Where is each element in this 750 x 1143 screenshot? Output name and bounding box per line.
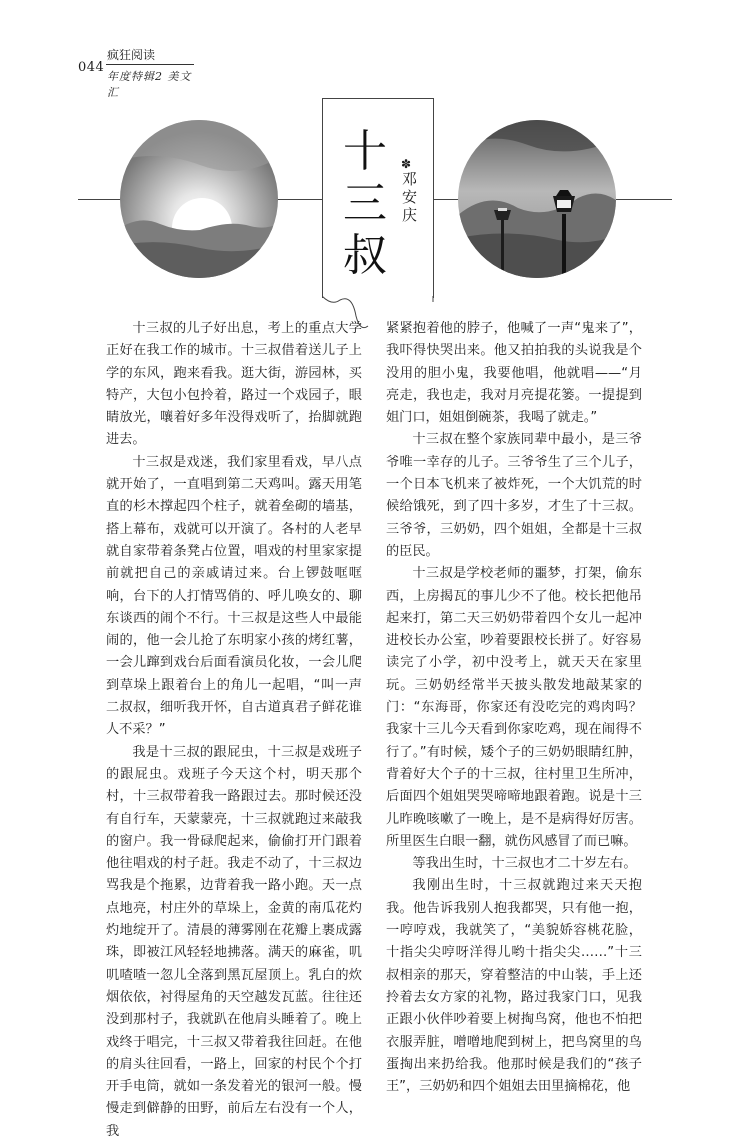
paragraph: 十三叔的儿子好出息，考上的重点大学正好在我工作的城市。十三叔借着送儿子上学的东风，跑来看我。逛大街，游园林，买特产，大包小包拎着，路过一个戏园子，眼睛放光，嚷着好多年没得戏听了，抬脚就跑进去。 xyxy=(106,321,362,448)
title-char-2: 三 xyxy=(343,178,387,229)
title-rule-left xyxy=(78,199,122,200)
paragraph: 我刚出生时，十三叔就跑过来天天抱我。他告诉我别人抱我都哭，只有他一抱，一哼哼戏，我就笑了，“美貌娇容桃花脸，十指尖尖哼呀洋得儿哟十指尖尖……”十三叔相亲的那天，穿着整洁的中山装，手上还拎着去女方家的礼物，路过我家门口，见我正跟小伙伴吵着要上树掏鸟窝，他也不怕把衣服弄脏，噌噌地爬到树上，把鸟窝里的鸟蛋掏出来扔给我。他那时候是我们的“孩子王”，三奶奶和四个姐姐去田里摘棉花，他 xyxy=(386,878,642,1095)
page-header xyxy=(78,44,198,99)
article-column-left xyxy=(106,318,362,1143)
title-char-3: 叔 xyxy=(343,230,387,281)
magazine-name: 疯狂阅读 xyxy=(107,48,156,62)
article-title-frame xyxy=(322,98,434,298)
paragraph: 等我出生时，十三叔也才二十岁左右。 xyxy=(412,856,637,872)
title-char-1: 十 xyxy=(343,126,387,177)
title-rule-right xyxy=(616,199,672,200)
paragraph: 紧紧抱着他的脖子，他喊了一声“鬼来了”，我吓得快哭出来。他又拍拍我的头说我是个没用的胆小鬼，我要他唱，他就唱——“月亮走，我也走，我对月亮提花篓。一提提到姐门口，姐姐倒碗茶，我喝了就走。” xyxy=(386,321,642,426)
issue-label: 年度特辑2 美文汇 xyxy=(107,70,192,99)
street-lamp-image xyxy=(458,120,616,278)
sunset-image xyxy=(120,120,278,278)
author-name: 邓安庆 xyxy=(400,171,418,225)
header-divider xyxy=(106,64,194,65)
paragraph: 十三叔是学校老师的噩梦，打架，偷东西，上房揭瓦的事儿少不了他。校长把他吊起来打，第二天三奶奶带着四个女儿一起冲进校长办公室，吵着要跟校长拼了。好容易读完了小学，初中没考上，就天天在家里玩。三奶奶经常半天披头散发地敲某家的门：“东海哥，你家还有没吃完的鸡肉吗？我家十三儿今天看到你家吃鸡，现在闹得不行了。”有时候，矮个子的三奶奶眼睛红肿，背着好大个子的十三叔，往村里卫生所冲，后面四个姐姐哭哭啼啼地跟着跑。说是十三儿昨晚咳嗽了一晚上，是不是病得好厉害。所里医生白眼一翻，就伤风感冒了而已嘛。 xyxy=(386,566,642,849)
title-rule-mid-right xyxy=(434,199,460,200)
sunset-photo xyxy=(120,120,278,278)
title-rule-mid-left xyxy=(276,199,322,200)
flower-icon: ✽ xyxy=(401,157,412,171)
article-column-right xyxy=(386,318,642,1098)
paragraph: 十三叔在整个家族同辈中最小，是三爷爷唯一幸存的儿子。三爷爷生了三个儿子，一个日本飞机来了被炸死，一个大饥荒的时候给饿死，到了四十多岁，才生了十三叔。三爷爷，三奶奶，四个姐姐，全都是十三叔的臣民。 xyxy=(386,432,642,559)
paragraph: 十三叔是戏迷，我们家里看戏，早八点就开始了，一直唱到第二天鸡叫。露天用笔直的杉木撑起四个柱子，就着垒砌的墙基，搭上幕布，戏就可以开演了。各村的人老早就自家带着条凳占位置，唱戏的村里家家提前就把自己的亲戚请过来。台上锣鼓哐哐响，台下的人打情骂俏的、呼儿唤女的、聊东谈西的闹个不行。十三叔是这些人中最能闹的，他一会儿抢了东明家小孩的烤红薯，一会儿蹿到戏台后面看演员化妆，一会儿爬到草垛上跟着台上的角儿一起唱，“叫一声二叔叔，细听我开怀，自古道真君子鲜花谁人不采？” xyxy=(106,454,362,738)
paragraph: 我是十三叔的跟屁虫，十三叔是戏班子的跟屁虫。戏班子今天这个村，明天那个村，十三叔带着我一路跟过去。那时候还没有自行车，天蒙蒙亮，十三叔就跑过来敲我的窗户。我一骨碌爬起来，偷偷打开门跟着他往唱戏的村子赶。我走不动了，十三叔边骂我是个拖累，边背着我一路小跑。天一点点地亮，村庄外的草垛上，金黄的南瓜花灼灼地绽开了。清晨的薄雾刚在花瓣上裹成露珠，即被江风轻轻地拂落。满天的麻雀，叽叽喳喳一忽儿全落到黑瓦屋顶上。乳白的炊烟依依，衬得屋角的天空越发瓦蓝。往往还没到那村子，我就趴在他肩头睡着了。晚上戏终于唱完，十三叔又带着我往回赶。在他的肩头往回看，一路上，回家的村民个个打开手电筒，就如一条发着光的银河一般。慢慢走到僻静的田野，前后左右没有一个人，我 xyxy=(106,744,362,1139)
page-number: 044 xyxy=(78,60,105,75)
street-lamp-photo xyxy=(458,120,616,278)
